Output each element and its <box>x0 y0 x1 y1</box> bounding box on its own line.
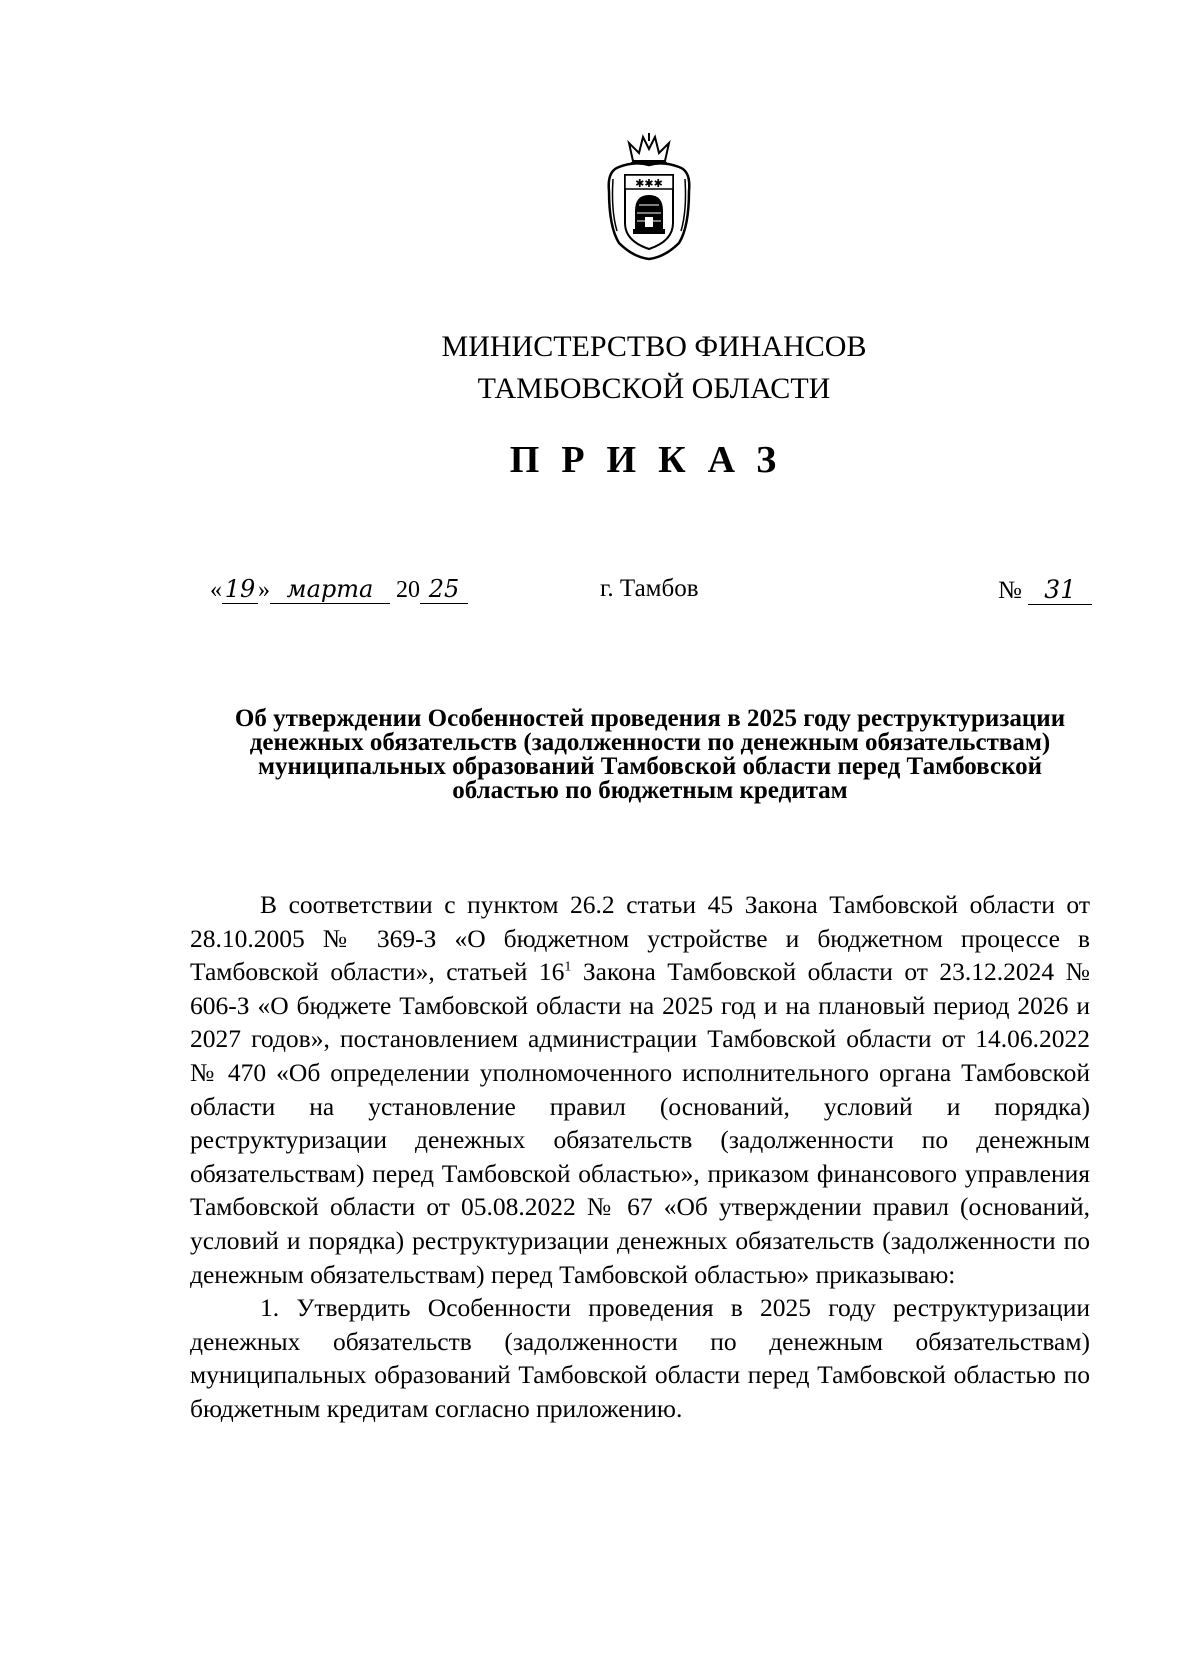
date-close-quote: » <box>258 577 270 603</box>
order-item-1: 1. Утвердить Особенности проведения в 2025 году реструктуризации денежных обязательств (задолженности по денежным обязательствам) муниципальных образований Тамбовской области перед Тамбовской областью по бюджетным кредитам согласно приложению. <box>190 1293 1090 1423</box>
date-open-quote: « <box>210 577 222 603</box>
ministry-name <box>0 326 1200 410</box>
ministry-line-1: МИНИСТЕРСТВО ФИНАНСОВ <box>441 330 867 363</box>
date-day: 19 <box>222 575 258 604</box>
article-superscript: 1 <box>564 959 572 975</box>
document-body <box>190 888 1090 1426</box>
ministry-line-2: ТАМБОВСКОЙ ОБЛАСТИ <box>477 372 831 405</box>
date-year-prefix: 20 <box>396 577 420 603</box>
document-title: Об утверждении Особенностей проведения в 2025 году реструктуризации денежных обязательств (задолженности по денежным обязательствам) муниципальных образований Тамбовской области перед Тамбовской областью по бюджетным кредитам <box>234 705 1066 804</box>
preamble-text-part-2: Закона Тамбовской области от 23.12.2024 № 606-З «О бюджете Тамбовской области на 2025 год и на плановый период 2026 и 2027 годов», постановлением администрации Тамбовской области от 14.06.2022 № 470 «Об определении уполномоченного исполнительного органа Тамбовской области на установление правил (оснований, условий и порядка) реструктуризации денежных обязательств (задолженности по денежным обязательствам) перед Тамбовской областью», приказом финансового управления Тамбовской области от 05.08.2022 № 67 «Об утверждении правил (оснований, условий и порядка) реструктуризации денежных обязательств (задолженности по денежным обязательствам) перед Тамбовской областью» приказываю: <box>190 957 1090 1289</box>
preamble-paragraph <box>190 888 1090 1291</box>
document-date <box>210 575 468 604</box>
date-month: марта <box>270 575 390 604</box>
number-value: 31 <box>1028 575 1092 605</box>
svg-text:✱✱✱: ✱✱✱ <box>635 177 663 190</box>
document-number <box>998 575 1092 605</box>
preamble-text-part-1: В соответствии с пунктом 26.2 статьи 45 Закона Тамбовской области от 28.10.2005 № 369-З «О бюджетном устройстве и бюджетном процессе в Тамбовской области», статьей 16 <box>190 890 1090 987</box>
coat-of-arms-icon <box>603 131 695 261</box>
document-type-heading: ПРИКАЗ <box>509 439 799 481</box>
document-city: г. Тамбов <box>600 575 699 602</box>
number-label: № <box>998 577 1022 604</box>
date-year-suffix: 25 <box>420 575 468 604</box>
